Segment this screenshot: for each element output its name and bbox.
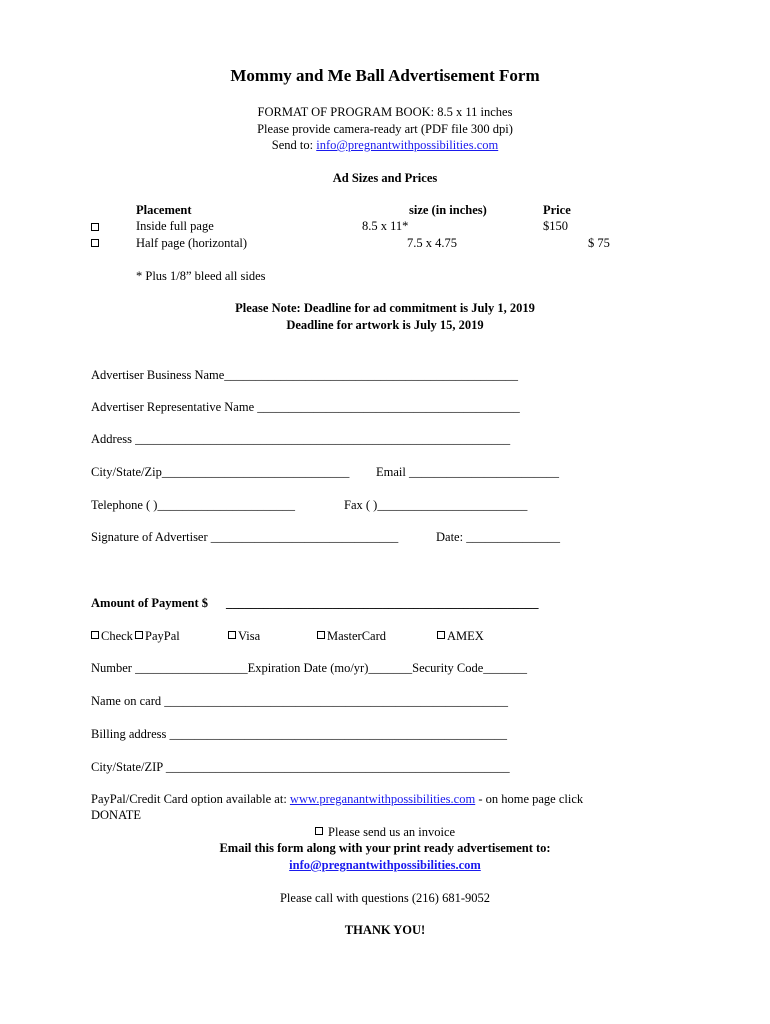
amount-of-payment-label: Amount of Payment $ (91, 596, 209, 610)
name-on-card-field[interactable]: Name on card _______________________________________________________ (91, 694, 508, 708)
placement-full-page: Inside full page (136, 219, 214, 233)
price-full-page: $150 (543, 219, 568, 233)
price-half-page: $ 75 (588, 236, 610, 250)
checkbox-icon (317, 631, 325, 639)
send-to-line (0, 137, 770, 153)
footer-email-container (0, 857, 770, 873)
paypal-donate-text: DONATE (91, 808, 141, 822)
telephone-field[interactable]: Telephone ( )______________________ (91, 498, 295, 512)
format-line: FORMAT OF PROGRAM BOOK: 8.5 x 11 inches (257, 105, 513, 119)
payment-method-mastercard[interactable]: MasterCard (317, 628, 386, 644)
ad-sizes-heading: Ad Sizes and Prices (332, 171, 438, 185)
paypal-info-line (91, 791, 583, 807)
amount-of-payment-field[interactable]: __________________________________________________ (226, 596, 539, 610)
full-page-checkbox[interactable] (91, 223, 99, 231)
payment-method-amex[interactable]: AMEX (437, 628, 484, 644)
checkbox-icon (228, 631, 236, 639)
art-requirement-line: Please provide camera-ready art (PDF file 300 dpi) (257, 122, 513, 136)
send-to-label: Send to: (271, 138, 314, 152)
invoice-label: Please send us an invoice (328, 825, 456, 839)
deadline-artwork: Deadline for artwork is July 15, 2019 (286, 318, 484, 332)
checkbox-icon (91, 631, 99, 639)
price-column-header: Price (543, 203, 571, 217)
paypal-info-prefix: PayPal/Credit Card option available at: (91, 792, 290, 806)
paypal-info-suffix: - on home page click (475, 792, 584, 806)
checkbox-icon (135, 631, 143, 639)
placement-column-header: Placement (136, 203, 192, 217)
email-field[interactable]: Email ________________________ (376, 465, 559, 479)
billing-city-state-zip-field[interactable]: City/State/ZIP _______________________________________________________ (91, 760, 510, 774)
address-field[interactable]: Address ____________________________________________________________ (91, 432, 511, 446)
fax-field[interactable]: Fax ( )________________________ (344, 498, 528, 512)
call-questions-line: Please call with questions (216) 681-9052 (279, 891, 491, 905)
footer-email-link[interactable]: info@pregnantwithpossibilities.com (289, 858, 481, 872)
form-title: Mommy and Me Ball Advertisement Form (230, 66, 540, 85)
payment-method-visa[interactable]: Visa (228, 628, 260, 644)
paypal-website-link[interactable]: www.preganantwithpossibilities.com (289, 792, 476, 806)
bleed-note: * Plus 1/8” bleed all sides (136, 269, 266, 283)
payment-method-paypal[interactable]: PayPal (135, 628, 180, 644)
invoice-checkbox-icon (315, 827, 323, 835)
placement-half-page: Half page (horizontal) (136, 236, 248, 250)
payment-method-check[interactable]: Check (91, 628, 133, 644)
size-column-header: size (in inches) (409, 203, 487, 217)
checkbox-icon (437, 631, 445, 639)
thank-you-text: THANK YOU! (344, 923, 426, 937)
billing-address-field[interactable]: Billing address ______________________________________________________ (91, 727, 507, 741)
deadline-commitment: Please Note: Deadline for ad commitment is July 1, 2019 (235, 301, 535, 315)
date-field[interactable]: Date: _______________ (436, 530, 560, 544)
size-full-page: 8.5 x 11* (362, 219, 409, 233)
signature-field[interactable]: Signature of Advertiser ______________________________ (91, 530, 399, 544)
card-number-expiration-security-field[interactable]: Number __________________Expiration Date (mo/yr)_______Security Code_______ (91, 661, 528, 675)
business-name-field[interactable]: Advertiser Business Name_______________________________________________ (91, 368, 519, 382)
size-half-page: 7.5 x 4.75 (407, 236, 457, 250)
email-instruction: Email this form along with your print ready advertisement to: (219, 841, 551, 855)
city-state-zip-field[interactable]: City/State/Zip______________________________ (91, 465, 350, 479)
half-page-checkbox[interactable] (91, 239, 99, 247)
invoice-option[interactable] (0, 824, 770, 840)
representative-name-field[interactable]: Advertiser Representative Name __________________________________________ (91, 400, 520, 414)
send-to-email-link[interactable]: info@pregnantwithpossibilities.com (316, 138, 499, 152)
